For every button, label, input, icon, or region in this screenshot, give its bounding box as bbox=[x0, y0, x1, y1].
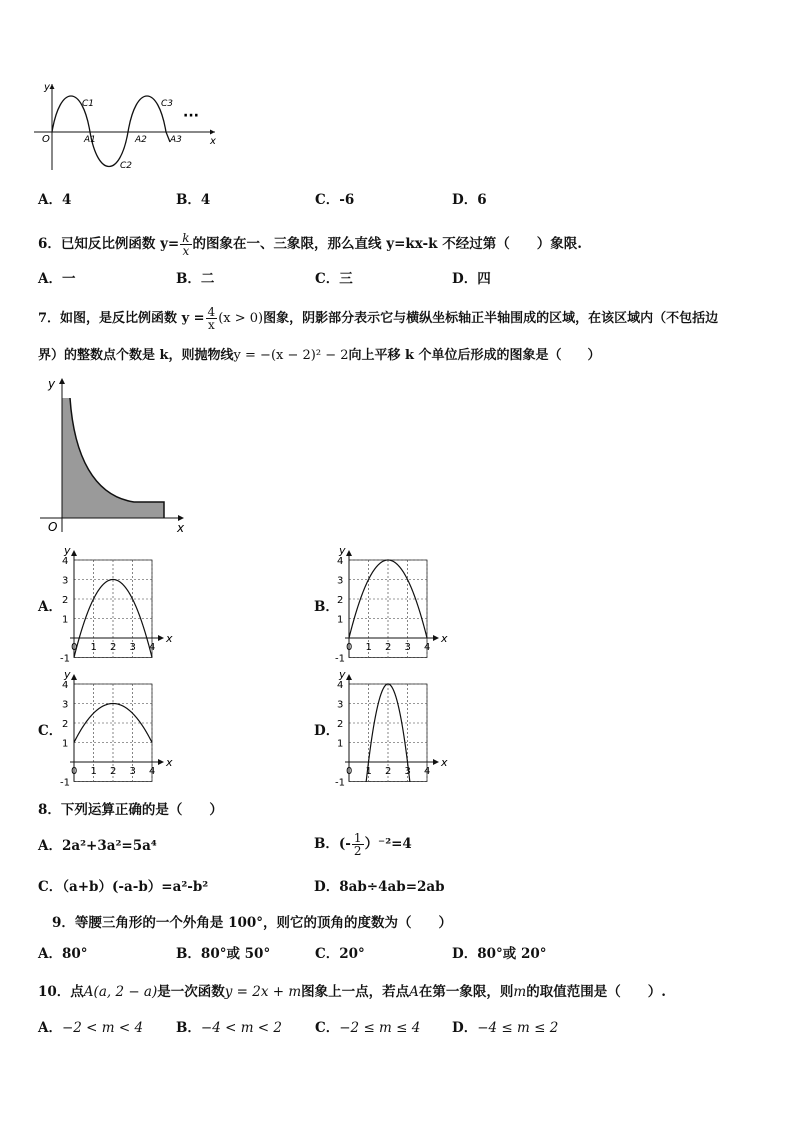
q8-option-a[interactable]: A．2a²+3a²=5a⁴ bbox=[38, 838, 157, 854]
tick-label-x: 3 bbox=[129, 766, 136, 777]
q9-stem: 9．等腰三角形的一个外角是 100°，则它的顶角的度数为（ ） bbox=[52, 915, 453, 931]
axis-label-y: y bbox=[339, 544, 346, 557]
q7-main-axis-x: x bbox=[177, 521, 185, 535]
axis-label-y: y bbox=[339, 668, 346, 681]
tick-label-y: 3 bbox=[337, 575, 344, 587]
q9-option-d[interactable]: D．80°或 20° bbox=[452, 946, 547, 962]
q7-graph-c[interactable] bbox=[58, 664, 178, 788]
y-axis-arrow bbox=[71, 550, 77, 556]
q5-label-c1: C1 bbox=[82, 99, 95, 109]
q5-label-a2: A2 bbox=[135, 135, 147, 145]
tick-label-x: 2 bbox=[110, 766, 117, 777]
y-axis-arrow bbox=[346, 674, 352, 680]
q5-label-c2: C2 bbox=[120, 161, 133, 171]
tick-label-x: 1 bbox=[365, 642, 372, 653]
q5-axis-y: y bbox=[44, 82, 50, 93]
y-axis-arrow bbox=[346, 550, 352, 556]
q9-option-a[interactable]: A．80° bbox=[38, 946, 88, 962]
axis-label-y: y bbox=[64, 544, 71, 557]
q7-main-origin: O bbox=[48, 520, 58, 534]
axis-label-x: x bbox=[166, 632, 173, 645]
q6-option-c[interactable]: C．三 bbox=[315, 271, 353, 287]
tick-label-y: 2 bbox=[337, 595, 344, 606]
q10-option-b[interactable]: B．−4 < m < 2 bbox=[176, 1020, 283, 1036]
q5-axis-x: x bbox=[210, 136, 216, 147]
q6-option-d[interactable]: D．四 bbox=[452, 271, 491, 287]
tick-label-y: 4 bbox=[337, 556, 344, 567]
axis-label-x: x bbox=[441, 632, 448, 645]
q8-option-b[interactable]: B．(- $\frac{1}{2}$ ）⁻²=4 bbox=[314, 831, 412, 858]
q5-origin: O bbox=[42, 134, 50, 145]
q9-option-b[interactable]: B．80°或 50° bbox=[176, 946, 271, 962]
tick-label-y: 4 bbox=[62, 556, 69, 567]
q5-option-d[interactable]: D．6 bbox=[452, 192, 487, 208]
axis-label-x: x bbox=[441, 756, 448, 769]
q7-graph-d[interactable] bbox=[333, 664, 453, 788]
q8-b-fraction: $\frac{1}{2}$ bbox=[353, 831, 362, 858]
tick-label-x: 0 bbox=[346, 642, 353, 653]
q7-option-c[interactable]: C． bbox=[38, 723, 63, 739]
tick-label-x: 1 bbox=[365, 766, 372, 777]
q10-option-a[interactable]: A．−2 < m < 4 bbox=[38, 1020, 144, 1036]
q5-ellipsis: ··· bbox=[183, 108, 199, 124]
tick-label-y: -1 bbox=[60, 653, 70, 664]
tick-label-x: 2 bbox=[385, 642, 392, 653]
q6-option-a[interactable]: A．一 bbox=[38, 271, 76, 287]
q9-option-c[interactable]: C．20° bbox=[315, 946, 365, 962]
tick-label-y: -1 bbox=[335, 777, 345, 788]
tick-label-y: -1 bbox=[60, 777, 70, 788]
q7-option-a[interactable]: A． bbox=[38, 599, 62, 615]
tick-label-y: 3 bbox=[337, 699, 344, 711]
q7-hyperbola-figure bbox=[34, 376, 194, 536]
tick-label-x: 4 bbox=[149, 642, 156, 653]
q6-option-b[interactable]: B．二 bbox=[176, 271, 215, 287]
q6-stem: 6．已知反比例函数 y= $\frac{k}{x}$ 的图象在一、三象限，那么直线 y=kx-k 不经过第（ ）象限. bbox=[38, 231, 582, 258]
parabola-curve bbox=[349, 560, 427, 638]
tick-label-y: 3 bbox=[62, 699, 69, 711]
q5-label-c3: C3 bbox=[161, 99, 174, 109]
q7-stem-line2: 界）的整数点个数是 k，则抛物线y = −(x − 2)² − 2向上平移 k 个单位后形成的图象是（ ） bbox=[38, 348, 601, 363]
y-axis-arrow bbox=[71, 674, 77, 680]
q6-fraction: $\frac{k}{x}$ bbox=[182, 231, 190, 258]
tick-label-x: 4 bbox=[424, 642, 431, 653]
q8-option-c[interactable]: C．（a+b）(-a-b）=a²-b² bbox=[38, 879, 209, 895]
tick-label-x: 4 bbox=[424, 766, 431, 777]
axis-label-y: y bbox=[64, 668, 71, 681]
q7-graph-a[interactable] bbox=[58, 540, 178, 664]
q5-sine-figure bbox=[30, 78, 230, 178]
q5-label-a1: A1 bbox=[84, 135, 96, 145]
q10-option-d[interactable]: D．−4 ≤ m ≤ 2 bbox=[452, 1020, 559, 1036]
q5-label-a3: A3 bbox=[170, 135, 182, 145]
q7-option-b[interactable]: B． bbox=[314, 599, 339, 615]
tick-label-x: 1 bbox=[90, 642, 97, 653]
tick-label-x: 3 bbox=[129, 642, 136, 653]
tick-label-x: 0 bbox=[71, 766, 78, 777]
q7-main-axis-y: y bbox=[48, 377, 56, 391]
tick-label-y: 2 bbox=[62, 595, 69, 606]
tick-label-y: 1 bbox=[62, 614, 69, 626]
tick-label-x: 3 bbox=[404, 642, 411, 653]
tick-label-y: 4 bbox=[337, 680, 344, 691]
q5-option-b[interactable]: B．4 bbox=[176, 192, 211, 208]
tick-label-y: 4 bbox=[62, 680, 69, 691]
tick-label-x: 2 bbox=[110, 642, 117, 653]
tick-label-x: 0 bbox=[346, 766, 353, 777]
tick-label-y: 2 bbox=[62, 719, 69, 730]
tick-label-y: 2 bbox=[337, 719, 344, 730]
tick-label-x: 4 bbox=[149, 766, 156, 777]
q7-fraction: $\frac{4}{x}$ bbox=[207, 305, 216, 332]
tick-label-x: 3 bbox=[404, 766, 411, 777]
q10-stem: 10．点A(a, 2 − a)是一次函数y = 2x + m图象上一点，若点A在第一象限，则m的取值范围是（ ）. bbox=[38, 984, 666, 1000]
q7-stem-line1: 7．如图，是反比例函数 y = $\frac{4}{x}$ (x > 0)图象，阴影部分表示它与横纵坐标轴正半轴围成的区域，在该区域内（不包括边 bbox=[38, 305, 719, 332]
axis-label-x: x bbox=[166, 756, 173, 769]
q5-option-a[interactable]: A．4 bbox=[38, 192, 72, 208]
tick-label-y: 1 bbox=[62, 738, 69, 750]
tick-label-x: 2 bbox=[385, 766, 392, 777]
x-axis-arrow bbox=[433, 759, 439, 765]
q7-graph-b[interactable] bbox=[333, 540, 453, 664]
q10-option-c[interactable]: C．−2 ≤ m ≤ 4 bbox=[315, 1020, 421, 1036]
tick-label-y: 3 bbox=[62, 575, 69, 587]
tick-label-y: -1 bbox=[335, 653, 345, 664]
x-axis-arrow bbox=[433, 635, 439, 641]
tick-label-y: 1 bbox=[337, 614, 344, 626]
tick-label-x: 1 bbox=[90, 766, 97, 777]
tick-label-x: 0 bbox=[71, 642, 78, 653]
q8-stem: 8．下列运算正确的是（ ） bbox=[38, 802, 223, 818]
x-axis-arrow bbox=[158, 635, 164, 641]
q8-option-d[interactable]: D．8ab÷4ab=2ab bbox=[314, 879, 445, 895]
q7-option-d[interactable]: D． bbox=[314, 723, 340, 739]
tick-label-y: 1 bbox=[337, 738, 344, 750]
x-axis-arrow bbox=[158, 759, 164, 765]
q5-option-c[interactable]: C．-6 bbox=[315, 192, 355, 208]
